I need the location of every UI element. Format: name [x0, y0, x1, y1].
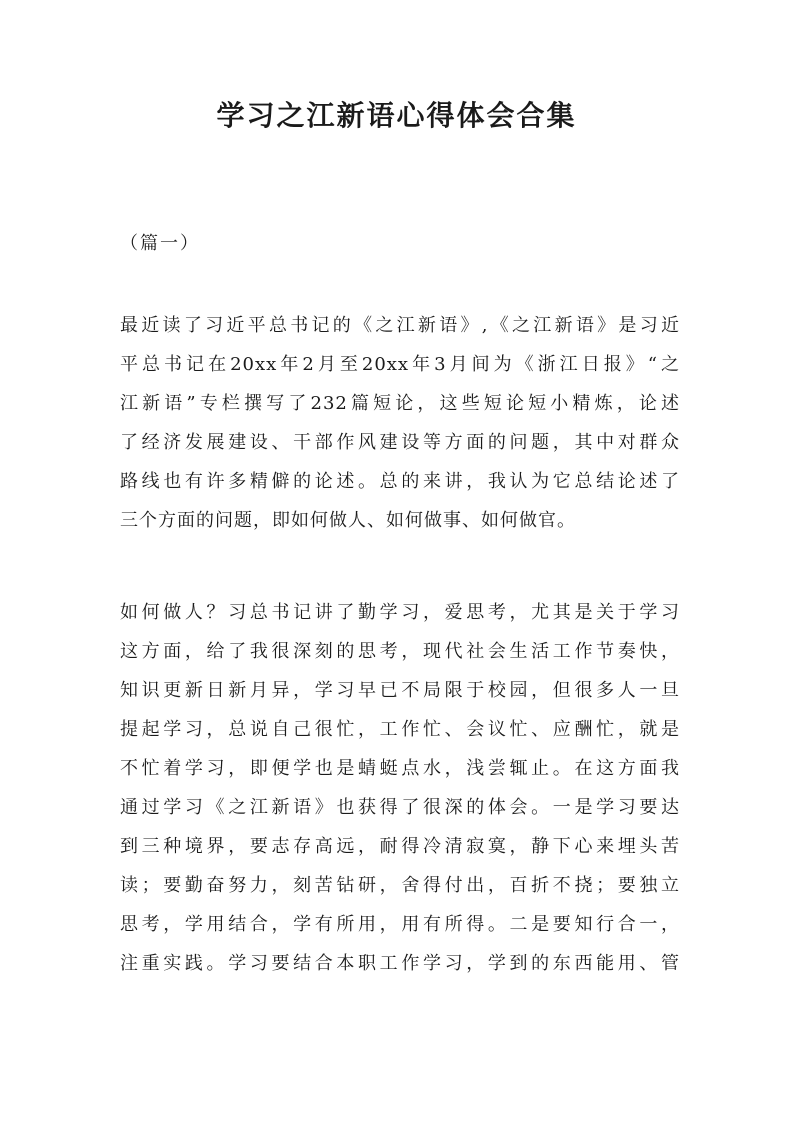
document-title: 学习之江新语心得体会合集 — [216, 99, 577, 132]
paragraph-line: 不忙着学习，即便学也是蜻蜓点水，浅尝辄止。在这方面我 — [120, 758, 680, 779]
paragraph-line: 三个方面的问题，即如何做人、如何做事、如何做官。 — [120, 510, 576, 531]
paragraph-line: 路线也有许多精僻的论述。总的来讲，我认为它总结论述了 — [120, 471, 680, 492]
paragraph-line: 平总书记在20xx年2月至20xx年3月间为《浙江日报》“之 — [120, 354, 680, 375]
paragraph-line: 知识更新日新月异，学习早已不局限于校园，但很多人一旦 — [120, 680, 680, 701]
paragraph-1 — [120, 306, 680, 540]
paragraph-line: 到三种境界，要志存高远，耐得冷清寂寞，静下心来埋头苦 — [120, 836, 680, 857]
paragraph-line: 通过学习《之江新语》也获得了很深的体会。一是学习要达 — [120, 797, 680, 818]
paragraph-line: 江新语”专栏撰写了232篇短论，这些短论短小精炼，论述 — [120, 393, 680, 414]
paragraph-line: 最近读了习近平总书记的《之江新语》,《之江新语》是习近 — [120, 315, 680, 336]
paragraph-line: 提起学习，总说自己很忙，工作忙、会议忙、应酬忙，就是 — [120, 719, 680, 740]
paragraph-line: 如何做人？习总书记讲了勤学习，爱思考，尤其是关于学习 — [120, 602, 680, 623]
paragraph-line: 读；要勤奋努力，刻苦钻研，舍得付出，百折不挠；要独立 — [120, 875, 680, 896]
paragraph-line: 了经济发展建设、干部作风建设等方面的问题，其中对群众 — [120, 432, 680, 453]
paragraph-line: 思考，学用结合，学有所用，用有所得。二是要知行合一， — [120, 914, 680, 935]
paragraph-2 — [120, 593, 680, 983]
paragraph-line: 注重实践。学习要结合本职工作学习，学到的东西能用、管 — [120, 953, 680, 974]
section-label: （篇一） — [120, 233, 200, 254]
paragraph-line: 这方面，给了我很深刻的思考，现代社会生活工作节奏快， — [120, 641, 680, 662]
